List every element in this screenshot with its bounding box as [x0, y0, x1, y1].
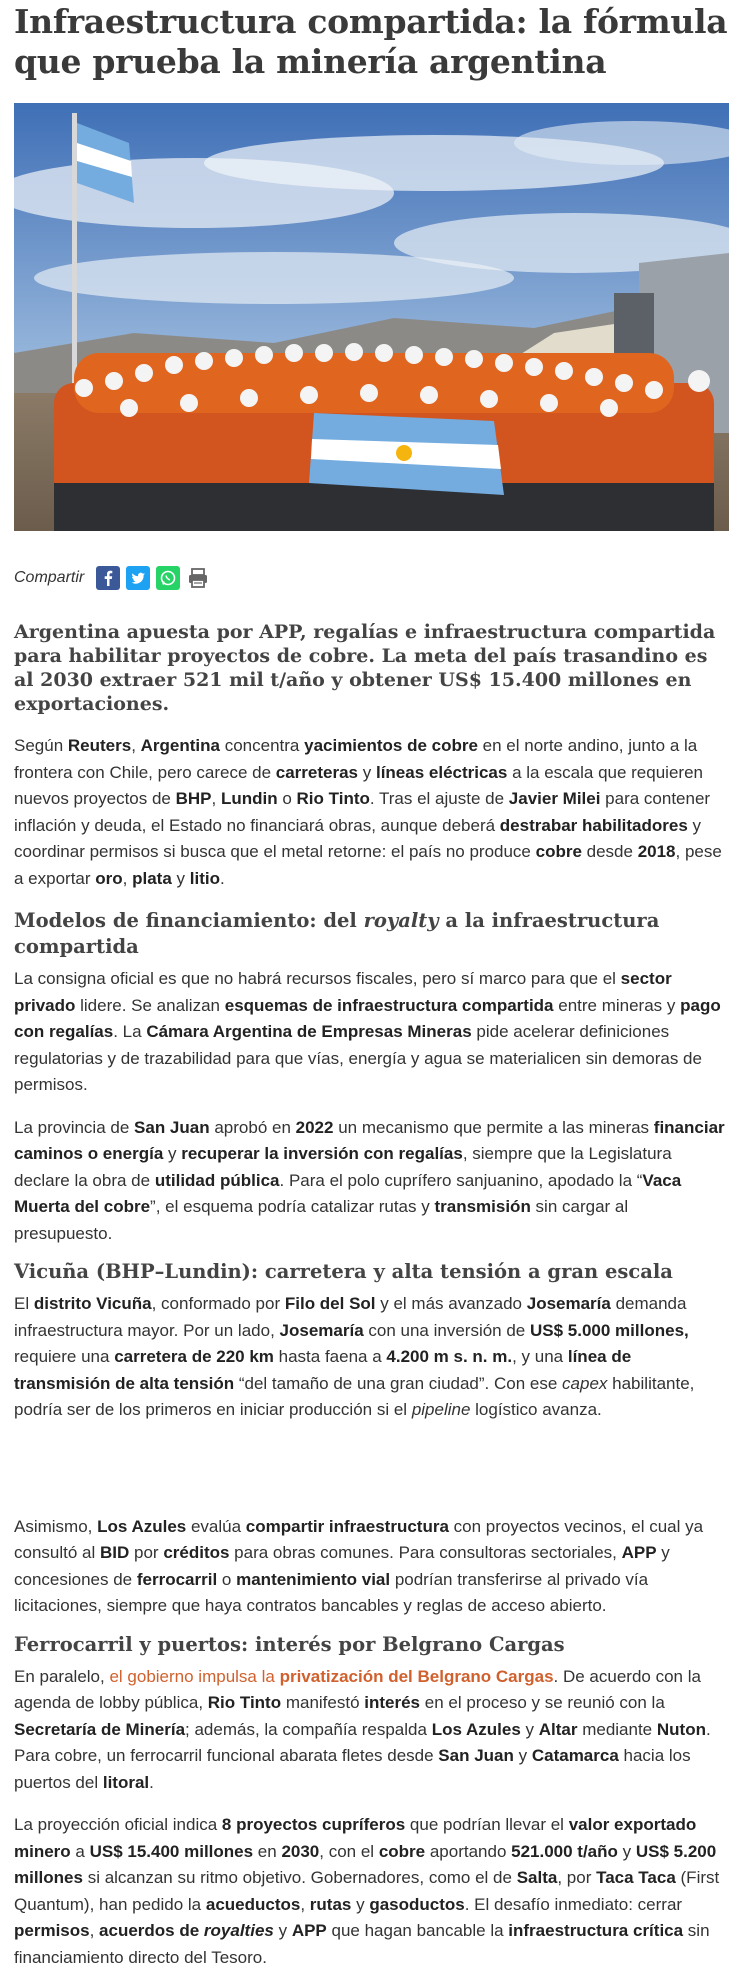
text-run: Filo del Sol [284, 1294, 376, 1313]
text-run: litio [189, 868, 220, 888]
article-lead: Argentina apuesta por APP, regalías e infraestructura compartida para habilitar proyectos de cobre. La meta del país trasandino es al 2030 extraer 521 mil t/año y obtener US$ 15.400 millones en exportaciones. [14, 621, 716, 715]
text-run: plata [132, 868, 172, 888]
paragraph-7: La proyección oficial indica 8 proyectos cupríferos que podrían llevar el valor exportado minero a US$ 15.400 millones en 2030, con el cobre aportando 521.000 t/año y US$ 5.200 millones si alcanzan su ritmo objetivo. Gobernadores, como el de Salta, por Taca Taca (First Quantum), han pedido la acueductos, rutas y gasoductos. El desafío inmediato: cerrar permisos, acuerdos de royalties y APP que hagan bancable la infraestructura crítica sin financiamiento directo del Tesoro. [14, 1815, 720, 1967]
text-run: gasoductos [369, 1894, 465, 1914]
text-run: Altar [538, 1719, 578, 1739]
article [14, 0, 729, 1971]
text-run: royalties [203, 1921, 274, 1940]
text-run: oro [95, 868, 123, 888]
text-run: mantenimiento vial [236, 1569, 391, 1589]
text-run: Javier Milei [508, 789, 601, 808]
text-run: acuerdos de [99, 1921, 204, 1940]
text-run: distrito Vicuña [33, 1294, 152, 1313]
text-run: esquemas de infraestructura compartida [224, 995, 554, 1015]
text-run: Reuters [67, 736, 132, 755]
text-run: destrabar habilitadores [499, 815, 688, 835]
text-run: carreteras [275, 762, 359, 782]
paragraph-1: Según Reuters, Argentina concentra yacimientos de cobre en el norte andino, junto a la frontera con Chile, pero carece de carreteras y líneas eléctricas a la escala que requieren nuevos proyectos de BHP, Lundin o Rio Tinto. Tras el ajuste de Javier Milei para contener inflación y deuda, el Estado no financiará obras, aunque deberá destrabar habilitadores y coordinar permisos si busca que el metal retorne: el país no produce cobre desde 2018, pese a exportar oro, plata y litio. [14, 736, 722, 888]
text-run: Nuton [656, 1719, 706, 1739]
text-run: US$ 5.000 millones, [530, 1320, 689, 1340]
text-run: carretera de 220 km [114, 1347, 274, 1366]
text-run: Argentina [140, 736, 220, 755]
facebook-icon[interactable] [96, 566, 120, 590]
text-run: San Juan [438, 1746, 514, 1765]
text-run: Secretaría de Minería [14, 1719, 186, 1739]
text-run: 2018 [637, 842, 676, 861]
text-run: financiar caminos o energía [14, 1117, 725, 1163]
text-run: Salta [516, 1868, 558, 1887]
text-run: San Juan [134, 1117, 210, 1137]
text-run: transmisión [434, 1197, 531, 1216]
print-icon[interactable] [186, 566, 210, 590]
text-run: rutas [309, 1894, 352, 1914]
text-run: BID [100, 1543, 130, 1562]
text-run: pago con regalías [14, 995, 721, 1041]
text-run: Vaca Muerta del cobre [14, 1170, 682, 1216]
paragraph-4: El distrito Vicuña, conformado por Filo del Sol y el más avanzado Josemaría demanda infraestructura mayor. Por un lado, Josemaría con una inversión de US$ 5.000 millones, requiere una carretera de 220 km hasta faena a 4.200 m s. n. m., y una línea de transmisión de alta tensión “del tamaño de una gran ciudad”. Con ese capex habilitante, podría ser de los primeros en iniciar producción si el pipeline logístico avanza. [14, 1294, 695, 1419]
text-run: infraestructura crítica [508, 1921, 684, 1940]
text-run: valor exportado minero [14, 1815, 697, 1861]
text-run: yacimientos de cobre [304, 736, 478, 755]
text-run: Taca Taca [596, 1868, 676, 1887]
text-run: pipeline [411, 1400, 471, 1419]
text-run: sector privado [14, 969, 672, 1015]
text-run: ferrocarril [136, 1569, 218, 1589]
text-run: compartir infraestructura [245, 1516, 449, 1536]
text-run: permisos [14, 1921, 90, 1940]
text-run: 4.200 m s. n. m. [386, 1347, 513, 1366]
text-run: 2030 [281, 1841, 320, 1861]
text-run: Los Azules [97, 1516, 187, 1536]
text-run: Cámara Argentina de Empresas Mineras [146, 1022, 472, 1041]
section-heading-financiamiento: Modelos de financiamiento: del royalty a la infraestructura compartida [14, 909, 660, 958]
text-run: 8 proyectos cupríferos [221, 1815, 406, 1834]
text-run: APP [291, 1921, 327, 1940]
text-run: cobre [535, 842, 582, 861]
text-run: línea de transmisión de alta tensión [14, 1347, 632, 1393]
text-run: 521.000 t/año [511, 1841, 618, 1861]
text-run: US$ 15.400 millones [89, 1841, 254, 1861]
text-run: litoral [102, 1772, 150, 1792]
text-run: líneas eléctricas [375, 762, 508, 782]
text-run: Josemaría [279, 1320, 364, 1340]
text-run: recuperar la inversión con regalías [181, 1144, 463, 1163]
share-bar [14, 562, 729, 594]
text-run: Rio Tinto [207, 1693, 282, 1712]
section-heading-ferrocarril: Ferrocarril y puertos: interés por Belgrano Cargas [14, 1632, 565, 1656]
text-run: Josemaría [526, 1294, 611, 1313]
hero-image [14, 103, 729, 531]
share-label: Compartir [14, 569, 85, 586]
paragraph-3: La provincia de San Juan aprobó en 2022 un mecanismo que permite a las mineras financiar caminos o energía y recuperar la inversión con regalías, siempre que la Legislatura declare la obra de utilidad pública. Para el polo cuprífero sanjuanino, apodado la “Vaca Muerta del cobre”, el esquema podría catalizar rutas y transmisión sin cargar al presupuesto. [14, 1117, 725, 1243]
paragraph-5: Asimismo, Los Azules evalúa compartir infraestructura con proyectos vecinos, el cual ya consultó al BID por créditos para obras comunes. Para consultoras sectoriales, APP y concesiones de ferrocarril o mantenimiento vial podrían transferirse al privado vía licitaciones, siempre que haya contratos bancables y reglas de acceso abierto. [14, 1516, 704, 1615]
text-run: interés [364, 1693, 421, 1712]
twitter-icon[interactable] [126, 566, 150, 590]
article-link[interactable]: el gobierno impulsa la [109, 1666, 280, 1686]
text-run: BHP [175, 789, 212, 808]
article-link[interactable]: privatización del Belgrano Cargas [279, 1666, 554, 1686]
text-run: APP [621, 1543, 657, 1562]
paragraph-2: La consigna oficial es que no habrá recursos fiscales, pero sí marco para que el sector privado lidere. Se analizan esquemas de infraestructura compartida entre mineras y pago con regalías. La Cámara Argentina de Empresas Mineras pide acelerar definiciones regulatorias y de trazabilidad para que vías, energía y agua se materialicen sin demoras de permisos. [14, 969, 721, 1094]
text-run: Rio Tinto [296, 789, 370, 808]
text-run: royalty [363, 909, 439, 932]
text-run: Los Azules [431, 1719, 521, 1739]
text-run: cobre [378, 1841, 426, 1861]
text-run: US$ 5.200 millones [14, 1841, 717, 1887]
whatsapp-icon[interactable] [156, 566, 180, 590]
article-title: Infraestructura compartida: la fórmula que prueba la minería argentina [14, 2, 728, 81]
text-run: acueductos [205, 1894, 301, 1914]
text-run: capex [562, 1373, 608, 1393]
text-run: créditos [163, 1543, 230, 1562]
section-heading-vicuna: Vicuña (BHP–Lundin): carretera y alta tensión a gran escala [14, 1260, 673, 1283]
text-run: Lundin [220, 789, 278, 808]
paragraph-6: En paralelo, el gobierno impulsa la privatización del Belgrano Cargas. De acuerdo con la agenda de lobby pública, Rio Tinto manifestó interés en el proceso y se reunió con la Secretaría de Minería; además, la compañía respalda Los Azules y Altar mediante Nuton. Para cobre, un ferrocarril funcional abarata fletes desde San Juan y Catamarca hacia los puertos del litoral. [14, 1666, 711, 1792]
text-run: utilidad pública [154, 1170, 280, 1190]
text-run: 2022 [295, 1117, 334, 1137]
text-run: Catamarca [531, 1746, 619, 1765]
